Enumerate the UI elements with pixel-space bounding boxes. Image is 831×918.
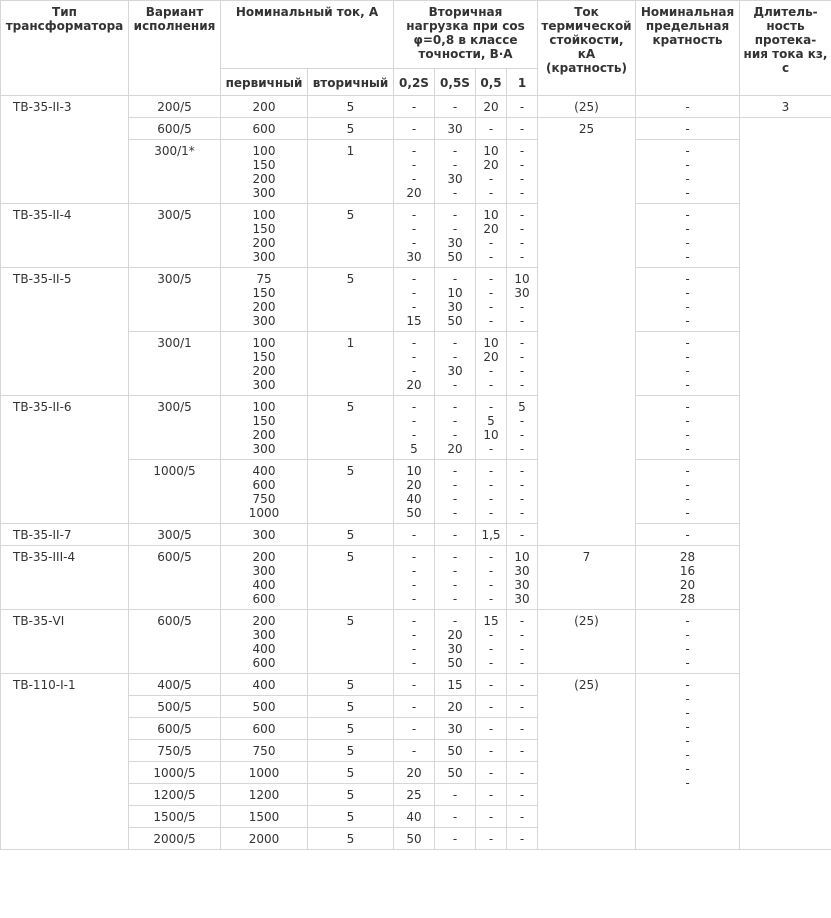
load-1-cell: -	[507, 524, 538, 546]
type-cell: ТВ-35-II-7	[1, 524, 129, 546]
secondary-cell: 5	[308, 828, 394, 850]
load-0-5-cell: 10 20 - -	[476, 204, 507, 268]
load-0-2s-cell: 40	[394, 806, 435, 828]
secondary-cell: 5	[308, 546, 394, 610]
variant-cell: 1000/5	[129, 762, 221, 784]
secondary-cell: 5	[308, 460, 394, 524]
load-0-2s-cell: -	[394, 674, 435, 696]
table-row	[1, 396, 831, 460]
variant-cell: 600/5	[129, 118, 221, 140]
load-0-2s-cell: 25	[394, 784, 435, 806]
primary-cell: 100 150 200 300	[221, 396, 308, 460]
load-1-cell: - - - -	[507, 140, 538, 204]
secondary-cell: 5	[308, 118, 394, 140]
type-cell: ТВ-35-II-3	[1, 96, 129, 204]
ratio-cell: - - - -	[636, 610, 740, 674]
secondary-cell: 1	[308, 332, 394, 396]
header-type: Тип трансформатора	[1, 1, 129, 96]
load-0-5s-cell: -	[435, 524, 476, 546]
thermal-cell: (25)	[538, 674, 636, 850]
load-0-5-cell: 15 - - -	[476, 610, 507, 674]
load-1-cell: -	[507, 674, 538, 696]
load-0-5s-cell: -	[435, 784, 476, 806]
table-row	[1, 96, 831, 118]
primary-cell: 100 150 200 300	[221, 332, 308, 396]
load-0-5s-cell: - - 30 50	[435, 204, 476, 268]
load-0-5s-cell: 20	[435, 696, 476, 718]
load-0-2s-cell: 10 20 40 50	[394, 460, 435, 524]
variant-cell: 300/5	[129, 268, 221, 332]
ratio-cell: - - - -	[636, 396, 740, 460]
secondary-cell: 5	[308, 96, 394, 118]
primary-cell: 1200	[221, 784, 308, 806]
variant-cell: 600/5	[129, 610, 221, 674]
type-cell: ТВ-35-III-4	[1, 546, 129, 610]
ratio-cell: - - - -	[636, 332, 740, 396]
type-cell: ТВ-110-I-1	[1, 674, 129, 850]
variant-cell: 2000/5	[129, 828, 221, 850]
primary-cell: 1500	[221, 806, 308, 828]
variant-cell: 600/5	[129, 718, 221, 740]
primary-cell: 200 300 400 600	[221, 546, 308, 610]
primary-cell: 400	[221, 674, 308, 696]
load-1-cell: - - - -	[507, 204, 538, 268]
load-0-2s-cell: - - - 30	[394, 204, 435, 268]
load-0-5-cell: - 5 10 -	[476, 396, 507, 460]
load-0-2s-cell: - - - -	[394, 610, 435, 674]
load-0-2s-cell: -	[394, 96, 435, 118]
primary-cell: 300	[221, 524, 308, 546]
load-0-5s-cell: -	[435, 828, 476, 850]
variant-cell: 500/5	[129, 696, 221, 718]
secondary-cell: 5	[308, 806, 394, 828]
load-0-5-cell: 10 20 - -	[476, 332, 507, 396]
table-row	[1, 546, 831, 610]
secondary-cell: 5	[308, 610, 394, 674]
load-0-2s-cell: -	[394, 696, 435, 718]
primary-cell: 400 600 750 1000	[221, 460, 308, 524]
load-1-cell: 5 - - -	[507, 396, 538, 460]
secondary-cell: 5	[308, 696, 394, 718]
load-0-2s-cell: -	[394, 524, 435, 546]
load-0-5-cell: - - - -	[476, 268, 507, 332]
type-cell: ТВ-35-II-4	[1, 204, 129, 268]
load-0-2s-cell: 20	[394, 762, 435, 784]
load-1-cell: -	[507, 118, 538, 140]
load-1-cell: -	[507, 96, 538, 118]
load-0-5-cell: -	[476, 806, 507, 828]
variant-cell: 750/5	[129, 740, 221, 762]
thermal-cell: (25)	[538, 610, 636, 674]
load-0-2s-cell: - - - 5	[394, 396, 435, 460]
load-0-5s-cell: -	[435, 96, 476, 118]
secondary-cell: 5	[308, 718, 394, 740]
table-row	[1, 268, 831, 332]
load-0-5-cell: -	[476, 740, 507, 762]
type-cell: ТВ-35-II-6	[1, 396, 129, 524]
ratio-cell: -	[636, 524, 740, 546]
load-0-5-cell: 10 20 - -	[476, 140, 507, 204]
load-1-cell: -	[507, 718, 538, 740]
load-0-5s-cell: 30	[435, 118, 476, 140]
variant-cell: 400/5	[129, 674, 221, 696]
secondary-cell: 5	[308, 524, 394, 546]
table-row	[1, 524, 831, 546]
load-1-cell: -	[507, 784, 538, 806]
load-0-5s-cell: - - - -	[435, 460, 476, 524]
load-0-5s-cell: - - - 20	[435, 396, 476, 460]
duration-cell-empty	[740, 118, 831, 850]
header-limit-ratio: Номинальная предельная кратность	[636, 1, 740, 96]
header-secondary: вторичный	[308, 69, 394, 96]
primary-cell: 2000	[221, 828, 308, 850]
load-0-5-cell: -	[476, 784, 507, 806]
secondary-cell: 5	[308, 784, 394, 806]
header-thermal-current: Ток термической стойкости, кА (кратность)	[538, 1, 636, 96]
header-class-1: 1	[507, 69, 538, 96]
ratio-cell: 28 16 20 28	[636, 546, 740, 610]
load-1-cell: - - - -	[507, 460, 538, 524]
primary-cell: 75 150 200 300	[221, 268, 308, 332]
primary-cell: 1000	[221, 762, 308, 784]
header-variant: Вариант исполнения	[129, 1, 221, 96]
ratio-cell: - - - -	[636, 460, 740, 524]
load-1-cell: -	[507, 740, 538, 762]
header-primary: первичный	[221, 69, 308, 96]
load-0-5s-cell: 30	[435, 718, 476, 740]
primary-cell: 750	[221, 740, 308, 762]
load-1-cell: - - - -	[507, 610, 538, 674]
secondary-cell: 5	[308, 762, 394, 784]
load-0-5-cell: -	[476, 696, 507, 718]
load-0-5-cell: 1,5	[476, 524, 507, 546]
load-0-5-cell: - - - -	[476, 546, 507, 610]
ratio-cell: - - - -	[636, 204, 740, 268]
secondary-cell: 5	[308, 674, 394, 696]
primary-cell: 200	[221, 96, 308, 118]
table-row	[1, 204, 831, 268]
variant-cell: 300/1	[129, 332, 221, 396]
load-0-5s-cell: 15	[435, 674, 476, 696]
type-cell: ТВ-35-VI	[1, 610, 129, 674]
load-0-5s-cell: 50	[435, 740, 476, 762]
primary-cell: 600	[221, 718, 308, 740]
load-0-5-cell: -	[476, 828, 507, 850]
thermal-cell: 25	[538, 118, 636, 546]
load-0-2s-cell: 50	[394, 828, 435, 850]
secondary-cell: 5	[308, 268, 394, 332]
header-rated-current: Номинальный ток, А	[221, 1, 394, 69]
ratio-cell: - - - -	[636, 140, 740, 204]
header-class-0-5: 0,5	[476, 69, 507, 96]
load-0-2s-cell: - - - 20	[394, 140, 435, 204]
primary-cell: 200 300 400 600	[221, 610, 308, 674]
load-0-2s-cell: -	[394, 740, 435, 762]
secondary-cell: 5	[308, 396, 394, 460]
load-0-5-cell: -	[476, 718, 507, 740]
load-1-cell: -	[507, 806, 538, 828]
load-1-cell: -	[507, 762, 538, 784]
ratio-cell: -	[636, 118, 740, 140]
load-0-5-cell: -	[476, 118, 507, 140]
variant-cell: 1000/5	[129, 460, 221, 524]
header-class-0-5s: 0,5S	[435, 69, 476, 96]
variant-cell: 300/5	[129, 396, 221, 460]
variant-cell: 300/1*	[129, 140, 221, 204]
table-row	[1, 674, 831, 696]
primary-cell: 100 150 200 300	[221, 204, 308, 268]
load-1-cell: -	[507, 828, 538, 850]
load-0-5s-cell: - - - -	[435, 546, 476, 610]
load-0-5-cell: 20	[476, 96, 507, 118]
load-1-cell: - - - -	[507, 332, 538, 396]
primary-cell: 100 150 200 300	[221, 140, 308, 204]
variant-cell: 600/5	[129, 546, 221, 610]
ratio-cell: - - - - - - - -	[636, 674, 740, 850]
load-0-5-cell: -	[476, 762, 507, 784]
header-class-0-2s: 0,2S	[394, 69, 435, 96]
ratio-cell: -	[636, 96, 740, 118]
secondary-cell: 5	[308, 740, 394, 762]
table-row	[1, 610, 831, 674]
load-0-2s-cell: -	[394, 718, 435, 740]
load-0-5s-cell: - - 30 -	[435, 332, 476, 396]
load-0-5s-cell: - - 30 -	[435, 140, 476, 204]
load-1-cell: 10 30 - -	[507, 268, 538, 332]
primary-cell: 500	[221, 696, 308, 718]
load-1-cell: -	[507, 696, 538, 718]
load-0-2s-cell: - - - 15	[394, 268, 435, 332]
load-0-2s-cell: - - - 20	[394, 332, 435, 396]
header-secondary-load: Вторичная нагрузка при cos φ=0,8 в классе точности, В·А	[394, 1, 538, 69]
load-0-2s-cell: -	[394, 118, 435, 140]
thermal-cell: 7	[538, 546, 636, 610]
variant-cell: 300/5	[129, 204, 221, 268]
header-duration: Длитель-ность протека-ния тока кз, с	[740, 1, 831, 96]
primary-cell: 600	[221, 118, 308, 140]
secondary-cell: 1	[308, 140, 394, 204]
variant-cell: 1200/5	[129, 784, 221, 806]
load-0-5s-cell: -	[435, 806, 476, 828]
type-cell: ТВ-35-II-5	[1, 268, 129, 396]
load-0-5s-cell: - 10 30 50	[435, 268, 476, 332]
secondary-cell: 5	[308, 204, 394, 268]
load-0-5-cell: -	[476, 674, 507, 696]
load-0-5-cell: - - - -	[476, 460, 507, 524]
load-1-cell: 10 30 30 30	[507, 546, 538, 610]
load-0-5s-cell: - 20 30 50	[435, 610, 476, 674]
ratio-cell: - - - -	[636, 268, 740, 332]
duration-cell: 3	[740, 96, 831, 118]
variant-cell: 200/5	[129, 96, 221, 118]
load-0-2s-cell: - - - -	[394, 546, 435, 610]
thermal-cell: (25)	[538, 96, 636, 118]
variant-cell: 300/5	[129, 524, 221, 546]
load-0-5s-cell: 50	[435, 762, 476, 784]
variant-cell: 1500/5	[129, 806, 221, 828]
